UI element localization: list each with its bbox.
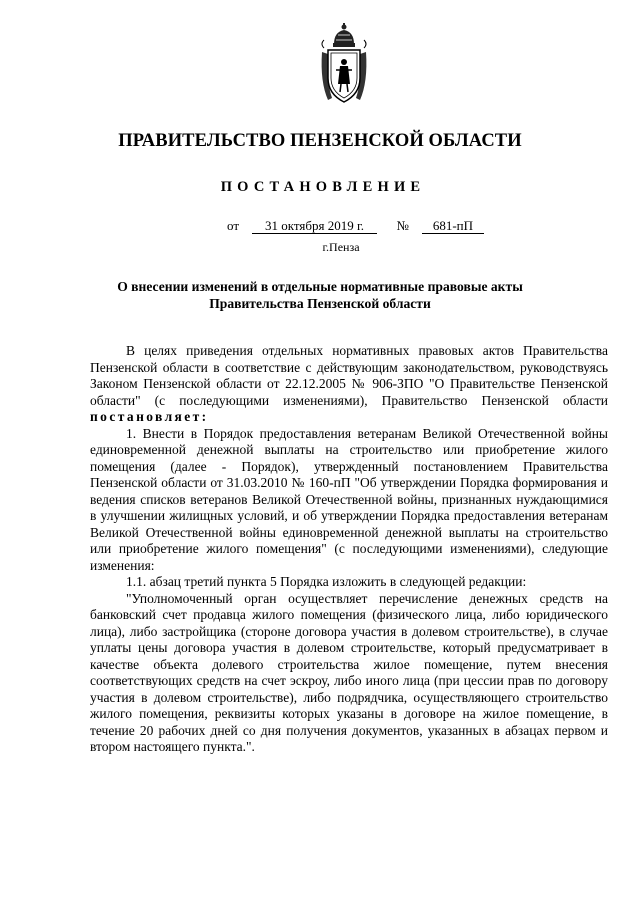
city-label: г.Пенза xyxy=(322,240,360,254)
organization-title: ПРАВИТЕЛЬСТВО ПЕНЗЕНСКОЙ ОБЛАСТИ xyxy=(118,131,522,151)
preamble-text: В целях приведения отдельных нормативных правовых актов Правительства Пензенской области в соответствие с действующим законодательством, руководствуясь Законом Пензенской области от 22.12.2005 № 906-ЗПО "О Правительстве Пензенской области" (с последующими изменениями), Правительство Пензенской области xyxy=(90,343,608,408)
date-prefix: от xyxy=(227,218,240,233)
date-number-line xyxy=(227,218,484,234)
item-1-1-paragraph: 1.1. абзац третий пункта 5 Порядка изложить в следующей редакции: xyxy=(126,574,527,589)
document-number: 681-пП xyxy=(422,219,484,234)
document-body xyxy=(90,343,608,756)
item-1-paragraph: 1. Внести в Порядок предоставления ветеранам Великой Отечественной войны единовременной денежной выплаты на строительство или приобретение жилого помещения (далее - Порядок), утвержденный постановлением Правительства Пензенской области от 31.03.2010 № 160-пП "Об утверждении Порядка формирования и ведения списков ветеранов Великой Отечественной войны, признанных нуждающимися в улучшении жилищных условий, и об утверждении Порядка предоставления ветеранам Великой Отечественной войны единовременной денежной выплаты на строительство или приобретение жилого помещения" (с последующими изменениями), следующие изменения: xyxy=(90,425,608,573)
resolves-keyword: постановляет: xyxy=(90,409,209,424)
subject-line-1: О внесении изменений в отдельные нормативные правовые акты xyxy=(117,279,523,294)
preamble-paragraph xyxy=(90,343,608,426)
subject-line-2: Правительства Пензенской области xyxy=(209,296,431,311)
number-prefix: № xyxy=(396,218,409,233)
document-date: 31 октября 2019 г. xyxy=(252,219,377,234)
quoted-amendment-paragraph: "Уполномоченный орган осуществляет перечисление денежных средств на банковский счет продавца жилого помещения (физического лица, либо юридического лица), либо застройщика (стороне договора участия в долевом строительстве), в случае уплаты цены договора участия в долевом строительстве, который предусматривает в качестве объекта долевого строительства жилое помещение, путем внесения соответствующих средств на счет эскроу, либо иного лица (при цессии прав по договору участия в долевом строительстве), либо подрядчика, осуществляющего строительство жилого помещения, реквизиты которых указаны в договоре на жилое помещение, в течение 20 рабочих дней со дня получения документов, указанных в абзацах первом и втором настоящего пункта.". xyxy=(90,590,608,754)
document-type-title: ПОСТАНОВЛЕНИЕ xyxy=(220,179,426,195)
document-subject xyxy=(60,278,580,312)
coat-of-arms-icon xyxy=(318,22,370,106)
